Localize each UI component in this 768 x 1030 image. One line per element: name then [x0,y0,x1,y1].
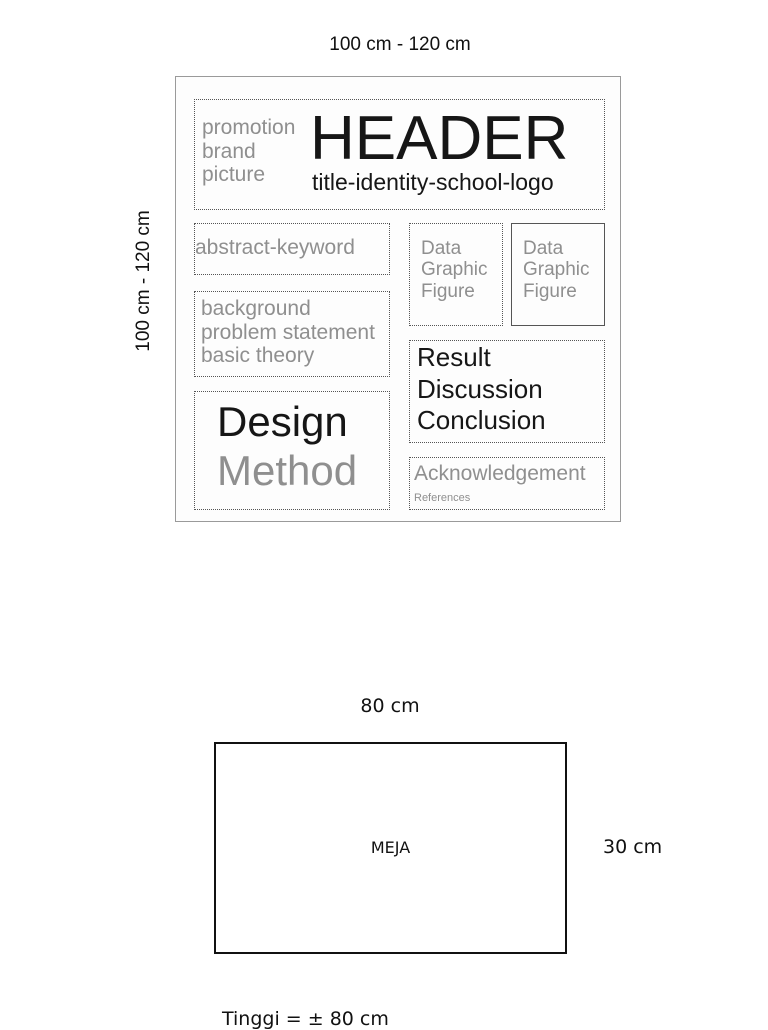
data-figure-box [409,223,503,326]
intro-line: problem statement [201,320,375,344]
header-section [194,99,605,210]
header-side-line: brand [202,139,256,163]
header-subtitle: title-identity-school-logo [312,169,554,195]
acknowledgement-label: Acknowledgement [414,462,586,485]
table-outline [214,742,567,954]
data-box-line: Graphic [421,259,488,281]
header-side-text [202,116,295,187]
result-section [409,340,605,443]
method-label: Method [217,447,358,494]
poster-layout [175,76,621,522]
abstract-label: abstract-keyword [195,236,355,259]
references-label: References [414,492,471,504]
acknowledgement-section [409,457,605,510]
data-box-line: Data [421,238,462,259]
data-box-line: Graphic [523,259,590,281]
intro-section [194,291,390,377]
table-width-label: 80 cm [360,695,420,717]
data-box-line: Figure [421,280,475,302]
intro-text [201,297,375,368]
poster-width-label: 100 cm - 120 cm [329,34,471,55]
design-label: Design [217,398,348,445]
table-height-note: Tinggi = ± 80 cm [222,1008,389,1030]
header-side-line: picture [202,163,266,187]
intro-line: background [201,297,311,320]
data-box-line: Figure [523,280,577,302]
intro-line: basic theory [201,344,315,368]
poster-height-label: 100 cm - 120 cm [133,210,154,352]
header-title: HEADER [310,104,569,173]
table-depth-label: 30 cm [603,836,663,858]
table-label: MEJA [370,838,411,857]
design-section [194,391,390,510]
data-box-line: Data [523,238,564,259]
result-line: Conclusion [417,405,546,436]
header-side-line: promotion [202,116,296,139]
result-text [417,342,546,437]
data-figure-box [511,223,605,326]
result-line: Discussion [417,373,543,404]
result-line: Result [417,342,491,372]
abstract-section [194,223,390,275]
